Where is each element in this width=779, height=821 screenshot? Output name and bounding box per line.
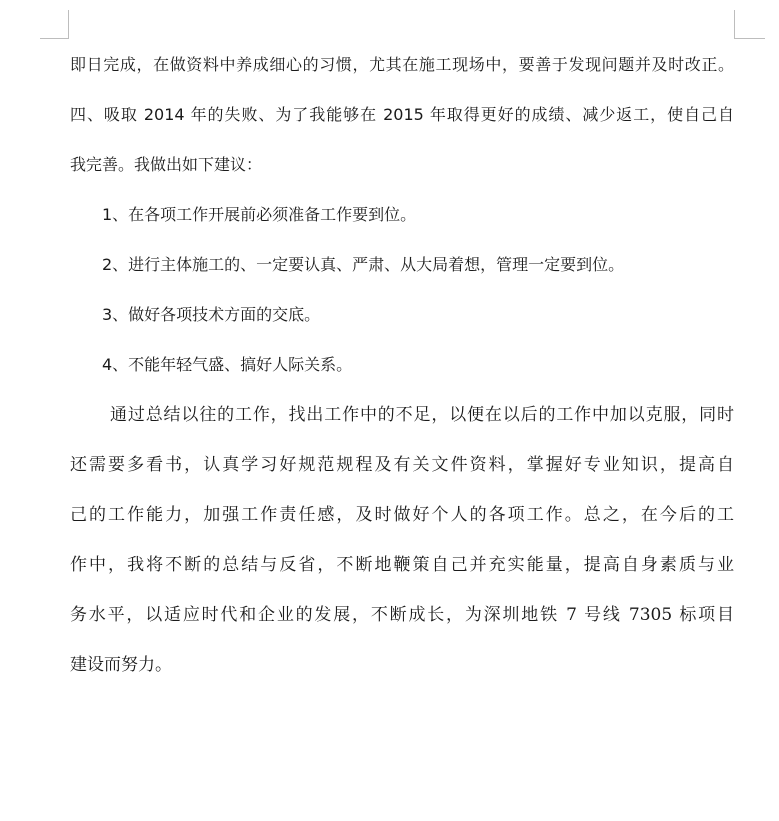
paragraph-line: 己的工作能力，加强工作责任感，及时做好个人的各项工作。总之，在今后的工 [70,505,734,525]
document-body [70,40,734,690]
text-line: 四、吸取 2014 年的失败、为了我能够在 2015 年取得更好的成绩、减少返工，使自己自 [70,105,734,124]
paragraph-line: 还需要多看书，认真学习好规范规程及有关文件资料，掌握好专业知识，提高自 [70,455,734,475]
text-line: 即日完成，在做资料中养成细心的习惯，尤其在施工现场中，要善于发现问题并及时改正。 [70,55,734,74]
list-item: 3、做好各项技术方面的交底。 [102,305,321,324]
paragraph-line: 通过总结以往的工作，找出工作中的不足，以便在以后的工作中加以克服，同时 [110,405,734,425]
top-left-margin-mark [40,10,69,39]
paragraph-line: 作中，我将不断的总结与反省，不断地鞭策自己并充实能量，提高自身素质与业 [70,555,734,575]
list-item: 2、进行主体施工的、一定要认真、严肃、从大局着想，管理一定要到位。 [102,255,625,274]
top-right-margin-mark [734,10,765,39]
list-item: 4、不能年轻气盛、搞好人际关系。 [102,355,353,374]
paragraph-line: 建设而努力。 [70,655,172,675]
paragraph-line: 务水平，以适应时代和企业的发展，不断成长，为深圳地铁 7 号线 7305 标项目 [70,605,734,625]
list-item: 1、在各项工作开展前必须准备工作要到位。 [102,205,417,224]
text-line: 我完善。我做出如下建议： [70,155,263,174]
